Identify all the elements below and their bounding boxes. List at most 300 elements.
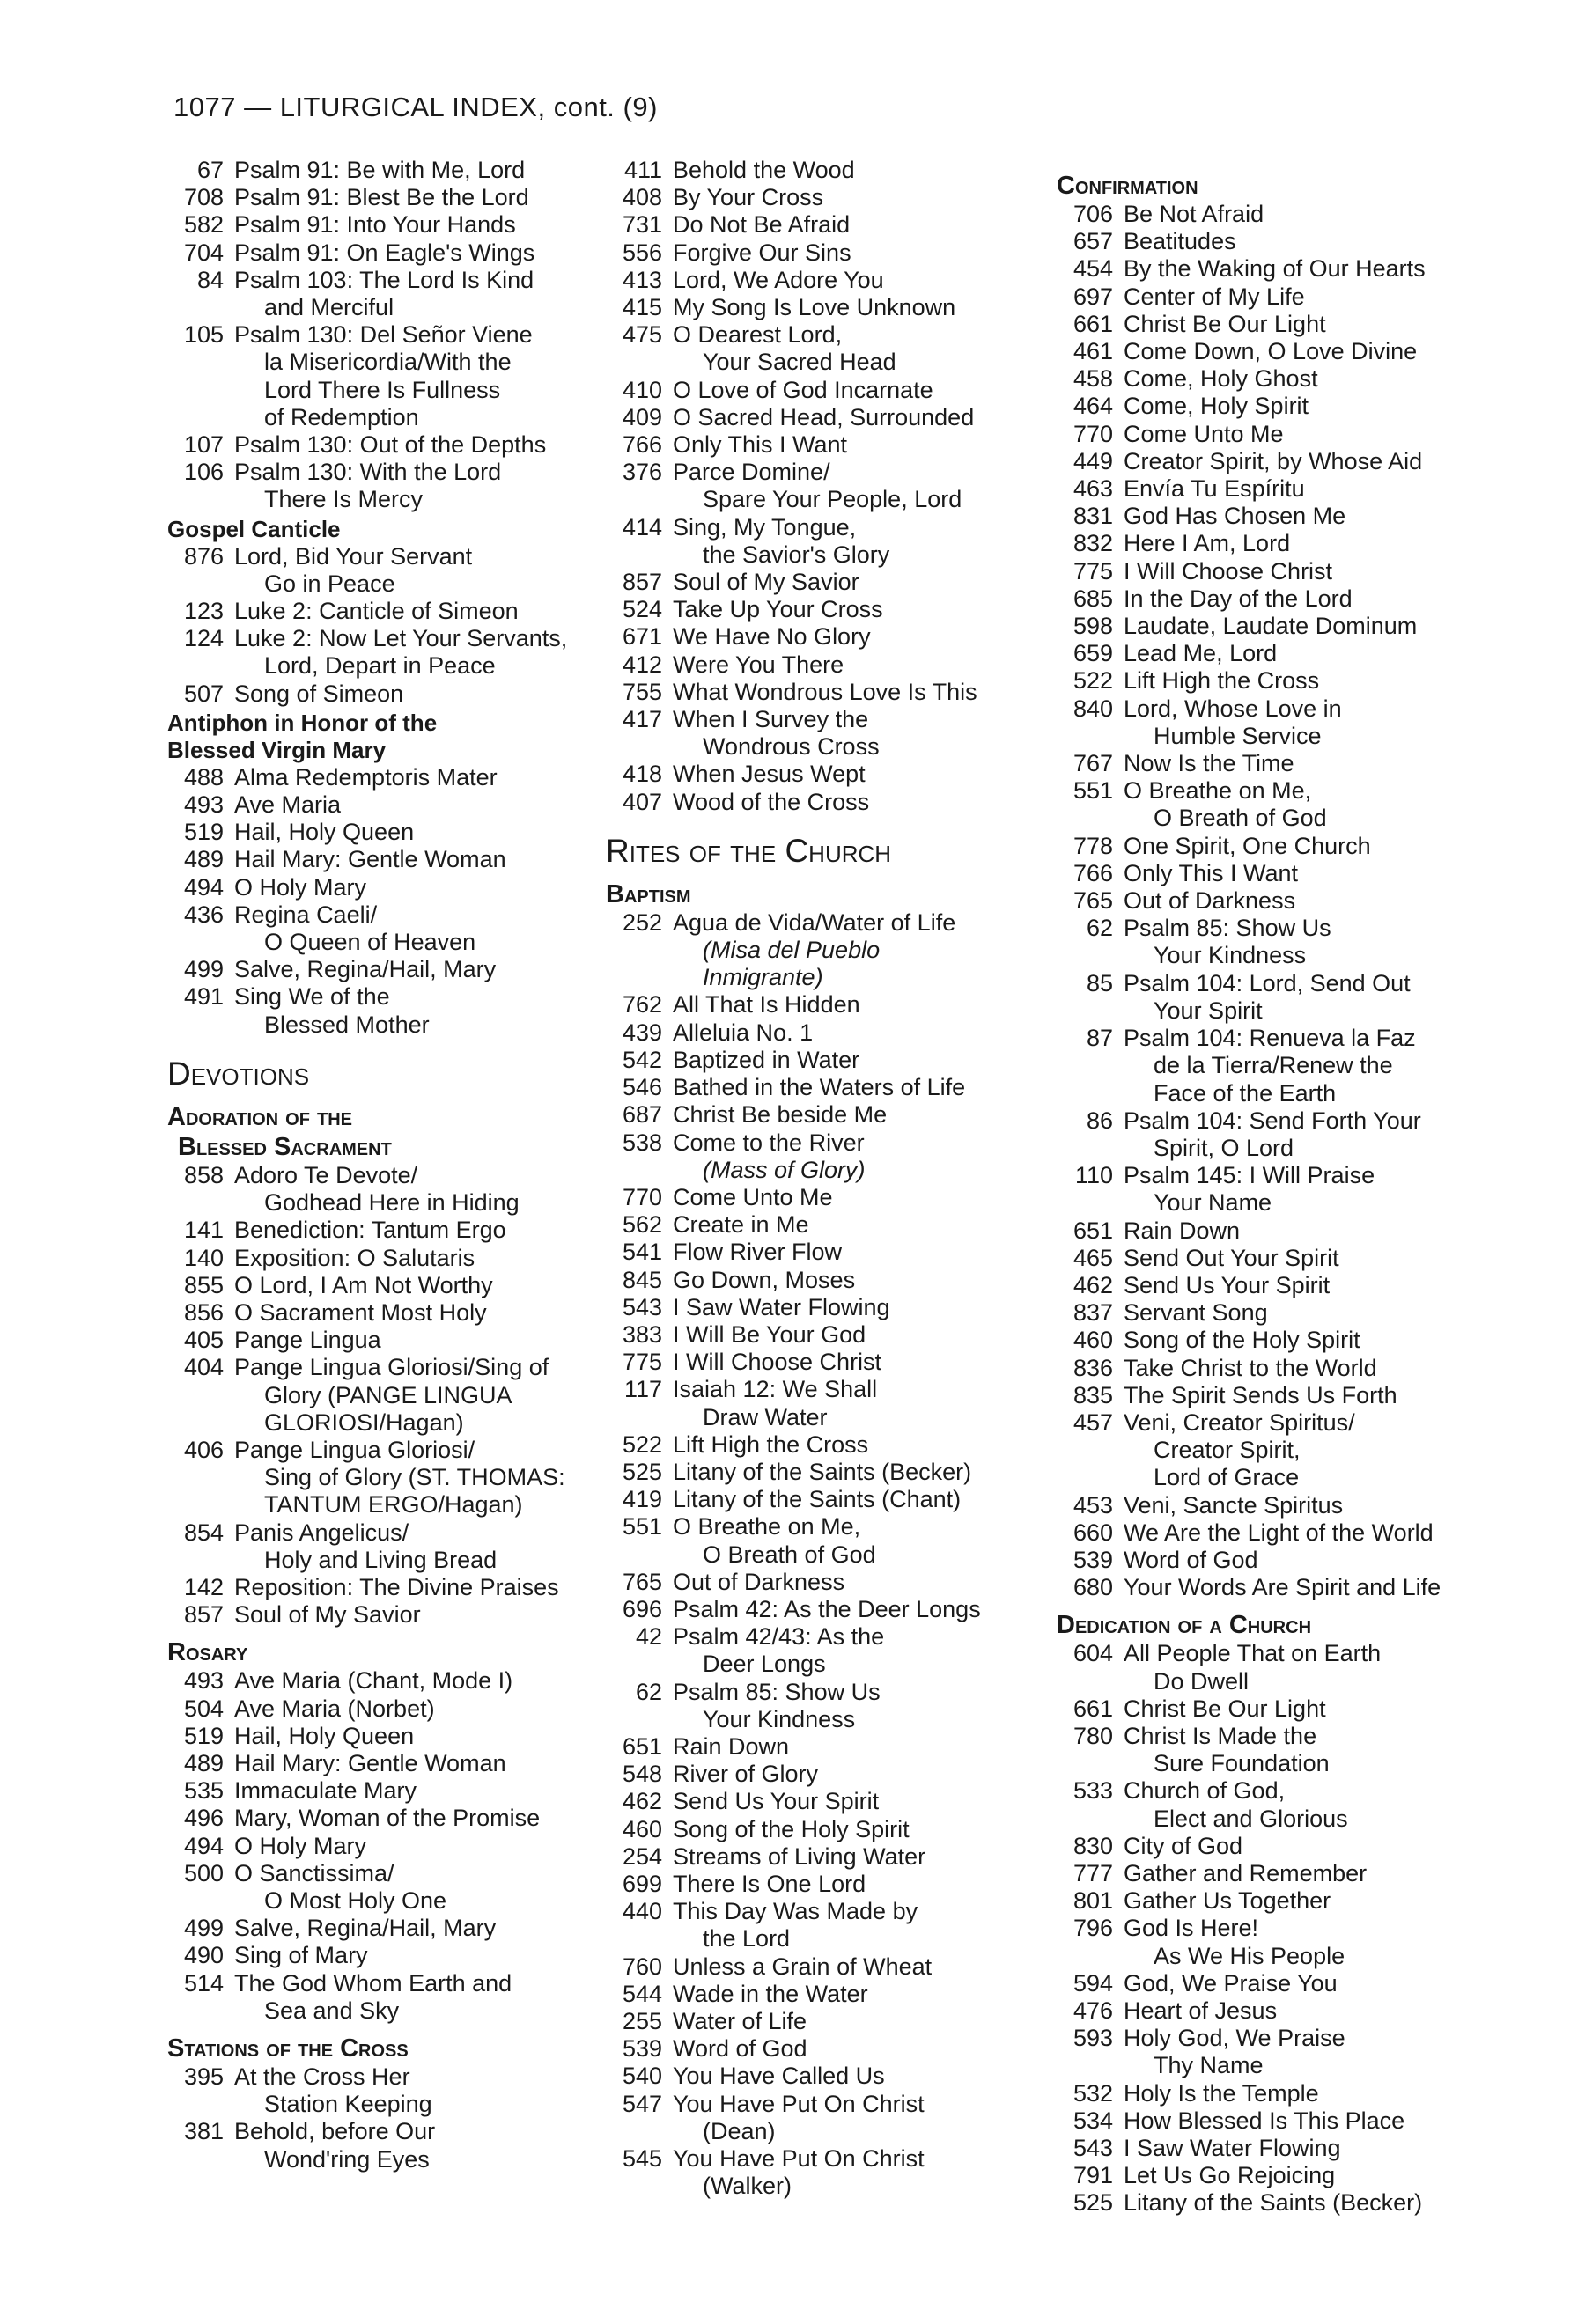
hymn-title [234,321,581,431]
hymn-title-line: Lift High the Cross [1124,667,1320,695]
hymn-title-continuation: Face of the Earth [1154,1079,1337,1107]
hymn-title-line: This Day Was Made by [673,1898,918,1925]
index-entry [1057,970,1550,1025]
hymn-title-line: Gather and Remember [1124,1859,1368,1886]
index-column-2 [606,157,1064,2200]
index-entry [1057,2107,1550,2135]
hymn-title-continuation: de la Tierra/Renew the [1154,1052,1393,1079]
hymn-number: 770 [622,1183,662,1210]
hymn-title-line: Litany of the Saints (Chant) [673,1486,962,1513]
category-heading [167,1102,581,1162]
hymn-title [673,1569,1064,1596]
hymn-title [1124,503,1550,530]
hymn-title [234,819,581,846]
index-entry [1057,311,1550,338]
hymn-number: 535 [183,1777,224,1805]
index-entry [1057,228,1550,255]
hymn-title [234,431,581,459]
hymn-title-line: Creator Spirit, by Whose Aid [1124,447,1423,474]
index-entry [1057,585,1550,613]
hymn-number: 651 [622,1732,662,1760]
hymn-number: 499 [183,956,224,983]
hymn-title-line: Pange Lingua Gloriosi/Sing of [234,1354,549,1381]
hymn-number: 830 [1073,1832,1113,1859]
hymn-title [1124,421,1550,448]
hymn-title [1124,393,1550,420]
hymn-number: 522 [622,1430,662,1458]
index-entry [167,1667,581,1695]
hymn-title-line: Adoro Te Devote/ [234,1161,418,1188]
hymn-title-continuation: Thy Name [1154,2052,1264,2079]
hymn-title [1124,2189,1550,2217]
hymn-number: 582 [183,211,224,239]
index-entry [606,1623,1064,1678]
hymn-title [234,2063,581,2118]
hymn-title-continuation: Spirit, O Lord [1154,1134,1294,1161]
hymn-title-line: Behold the Wood [673,157,855,183]
hymn-number: 500 [183,1859,224,1886]
index-entry [1057,1162,1550,1217]
hymn-title [1124,475,1550,503]
hymn-title [673,789,1064,816]
index-entry [606,1513,1064,1568]
index-entry [606,321,1064,376]
hymn-title-line: At the Cross Her [234,2063,410,2090]
hymn-number: 857 [183,1601,224,1629]
index-entry [1057,558,1550,585]
hymn-number: 685 [1073,585,1113,612]
index-entry [1057,201,1550,228]
hymn-title [673,1898,1064,1953]
hymn-title-line: Go Down, Moses [673,1266,856,1293]
index-entry [606,569,1064,596]
index-entry [606,1431,1064,1459]
index-entry [606,909,1064,992]
hymn-number: 765 [1073,887,1113,915]
hymn-number: 604 [1073,1640,1113,1667]
hymn-title [1124,255,1550,283]
hymn-title-line: Streams of Living Water [673,1842,926,1870]
hymn-number: 845 [622,1266,662,1293]
hymn-title [1124,1355,1550,1382]
index-entry [606,1733,1064,1761]
index-entry [167,680,581,708]
hymn-number: 598 [1073,613,1113,640]
hymn-number: 462 [622,1788,662,1815]
hymn-number: 525 [1073,2189,1113,2217]
hymn-title-continuation: Wondrous Cross [703,733,880,761]
hymn-title [673,1129,1064,1184]
hymn-title [673,623,1064,651]
hymn-title-line: Send Out Your Spirit [1124,1244,1339,1271]
hymn-number: 762 [622,991,662,1019]
index-entry [606,1321,1064,1349]
hymn-number: 533 [1073,1777,1113,1805]
index-entry [606,184,1064,211]
hymn-number: 507 [183,680,224,707]
hymn-title-line: Psalm 103: The Lord Is Kind [234,266,534,293]
hymn-title-continuation: (Walker) [703,2173,792,2200]
hymn-number: 556 [622,239,662,266]
hymn-title-continuation: Do Dwell [1154,1667,1250,1695]
hymn-title [1124,1245,1550,1272]
hymn-title-line: I Will Be Your God [673,1320,866,1348]
index-entry [167,459,581,513]
index-entry [606,1761,1064,1788]
hymn-number: 449 [1073,447,1113,474]
hymn-title-line: Song of the Holy Spirit [1124,1327,1360,1354]
hymn-title-line: Be Not Afraid [1124,201,1264,227]
hymn-title [673,569,1064,596]
hymn-title-line: Luke 2: Now Let Your Servants, [234,625,568,652]
hymn-title-line: Hail Mary: Gentle Woman [234,846,506,873]
hymn-number: 62 [1086,915,1113,942]
section-heading: Devotions [167,1055,310,1092]
hymn-title [1124,1997,1550,2025]
hymn-number: 105 [183,321,224,349]
hymn-title-line: Send Us Your Spirit [673,1788,880,1815]
index-entry [606,1981,1064,2008]
hymn-title-line: Alleluia No. 1 [673,1019,814,1046]
hymn-title [234,1519,581,1574]
index-entry [606,1211,1064,1239]
hymn-title-line: Send Us Your Spirit [1124,1271,1331,1298]
hymn-number: 766 [1073,859,1113,886]
hymn-title-line: Psalm 42: As the Deer Longs [673,1595,981,1622]
hymn-title-line: Laudate, Laudate Dominum [1124,613,1418,640]
index-entry [1057,1887,1550,1915]
index-entry [1057,777,1550,832]
hymn-title-line: Word of God [1124,1546,1258,1573]
hymn-title [1124,2025,1550,2079]
hymn-title [1124,860,1550,887]
hymn-title [234,157,581,184]
hymn-title [1124,777,1550,832]
index-entry [606,1019,1064,1047]
index-entry [606,623,1064,651]
section-heading: Rites of the Church [606,832,892,869]
category-heading-line: Dedication of a Church [1057,1611,1312,1640]
hymn-title [234,1354,581,1437]
hymn-title-continuation: O Queen of Heaven [264,929,476,956]
index-entry [167,239,581,267]
hymn-title [673,1459,1064,1486]
hymn-title-line: You Have Called Us [673,2063,885,2090]
index-entry [606,1679,1064,1733]
hymn-number: 767 [1073,750,1113,777]
hymn-number: 661 [1073,1695,1113,1722]
index-entry [606,2145,1064,2200]
hymn-title [234,1437,581,1519]
hymn-title-line: O Sacrament Most Holy [234,1298,487,1326]
hymn-title-line: When I Survey the [673,706,869,733]
index-entry [1057,667,1550,695]
hymn-number: 62 [635,1678,662,1705]
hymn-title-line: Lord, We Adore You [673,266,884,293]
index-entry [606,1569,1064,1596]
hymn-title-line: Sing, My Tongue, [673,513,857,541]
hymn-title [1124,1162,1550,1217]
index-entry [167,874,581,901]
hymn-title-continuation: Deer Longs [703,1651,826,1678]
hymn-title-line: O Breathe on Me, [1124,777,1312,805]
hymn-title [1124,970,1550,1025]
hymn-number: 499 [183,1915,224,1942]
hymn-number: 410 [622,376,662,403]
hymn-number: 519 [183,819,224,846]
hymn-number: 254 [622,1842,662,1870]
hymn-title [1124,1860,1550,1887]
hymn-title [1124,1695,1550,1723]
index-entry [1057,421,1550,448]
hymn-title-continuation: Your Name [1154,1189,1272,1217]
hymn-title-line: Psalm 42/43: As the [673,1623,885,1651]
hymn-number: 395 [183,2063,224,2090]
index-entry [1057,1299,1550,1327]
hymn-title-continuation: Blessed Mother [264,1011,430,1038]
index-entry [167,184,581,211]
hymn-number: 381 [183,2118,224,2145]
hymn-title-continuation: Spare Your People, Lord [703,486,962,513]
index-entry [606,1074,1064,1101]
hymn-title [673,404,1064,431]
hymn-title-line: Come, Holy Spirit [1124,393,1309,420]
hymn-title [234,791,581,819]
hymn-number: 107 [183,431,224,459]
index-entry [167,1942,581,1969]
hymn-title-line: Heart of Jesus [1124,1997,1278,2024]
hymn-title [1124,558,1550,585]
index-entry [606,1843,1064,1871]
hymn-number: 777 [1073,1859,1113,1886]
hymn-title-line: God Is Here! [1124,1915,1259,1942]
index-entry [167,956,581,983]
index-entry [1057,2080,1550,2107]
hymn-number: 791 [1073,2162,1113,2189]
hymn-title-continuation: O Breath of God [703,1541,876,1568]
index-entry [167,983,581,1038]
hymn-title-continuation: la Misericordia/With the [264,349,512,376]
hymn-title [673,1953,1064,1981]
hymn-title-continuation: (Misa del Pueblo [703,937,881,964]
hymn-title [234,184,581,211]
hymn-title [673,184,1064,211]
hymn-title [673,1981,1064,2008]
hymn-title [673,2145,1064,2200]
hymn-title [234,1217,581,1244]
hymn-title-continuation: As We His People [1154,1942,1345,1969]
category-heading-line: Blessed Sacrament [178,1132,392,1161]
hymn-title-line: Forgive Our Sins [673,239,851,266]
hymn-title-line: By the Waking of Our Hearts [1124,255,1426,283]
hymn-title-line: Holy God, We Praise [1124,2025,1345,2052]
hymn-number: 414 [622,513,662,541]
hymn-title-continuation: (Mass of Glory) [703,1156,866,1183]
hymn-number: 543 [622,1293,662,1320]
hymn-title-line: I Saw Water Flowing [1124,2135,1341,2162]
index-entry [167,2118,581,2173]
hymn-title [1124,283,1550,311]
hymn-title-line: In the Day of the Lord [1124,585,1353,612]
hymn-title-continuation: TANTUM ERGO/Hagan) [264,1491,523,1519]
hymn-title-line: Water of Life [673,2008,807,2034]
category-heading [1057,171,1550,201]
index-entry [167,431,581,459]
hymn-title [673,1679,1064,1733]
index-entry [1057,613,1550,640]
index-entry [1057,448,1550,475]
hymn-title-line: Wood of the Cross [673,788,870,815]
hymn-number: 778 [1073,832,1113,859]
hymn-title-line: Rain Down [673,1732,790,1760]
hymn-title-line: Only This I Want [1124,859,1299,886]
index-entry [606,2035,1064,2063]
hymn-title-line: One Spirit, One Church [1124,832,1371,859]
hymn-title [673,1761,1064,1788]
index-entry [606,211,1064,239]
index-entry [606,294,1064,321]
index-entry [167,1327,581,1354]
index-entry [606,1898,1064,1953]
hymn-number: 488 [183,763,224,791]
hymn-title-line: Church of God, [1124,1777,1286,1805]
index-entry [606,2008,1064,2035]
hymn-title [1124,448,1550,475]
hymn-title [234,680,581,708]
hymn-number: 680 [1073,1574,1113,1601]
hymn-title-line: All People That on Earth [1124,1640,1382,1667]
hymn-title [1124,311,1550,338]
hymn-title [234,956,581,983]
category-heading [1057,1610,1550,1640]
index-entry [606,2063,1064,2090]
hymn-number: 755 [622,678,662,705]
hymn-number: 538 [622,1129,662,1156]
hymn-title-line: Sing of Mary [234,1942,368,1969]
index-entry [1057,1547,1550,1574]
hymn-title-line: Flow River Flow [673,1239,843,1266]
subsection-heading [167,710,581,764]
hymn-title-line: Lord, Bid Your Servant [234,542,473,570]
hymn-title [673,1596,1064,1623]
index-entry [1057,1833,1550,1860]
index-entry [167,1970,581,2025]
hymn-title-line: We Are the Light of the World [1124,1519,1434,1546]
index-entry [1057,860,1550,887]
hymn-number: 84 [196,266,224,293]
hymn-number: 124 [183,625,224,652]
hymn-title-line: Envía Tu Espíritu [1124,475,1305,503]
hymn-number: 411 [623,157,662,183]
hymn-title [234,1805,581,1832]
hymn-title-line: Veni, Creator Spiritus/ [1124,1408,1355,1436]
hymn-title-line: Agua de Vida/Water of Life [673,908,956,936]
hymn-title-line: Benediction: Tantum Ergo [234,1217,506,1244]
hymn-title-line: Wade in the Water [673,1980,868,2007]
hymn-title [234,1245,581,1272]
hymn-title-line: Baptized in Water [673,1046,860,1073]
index-entry [606,1459,1064,1486]
hymn-title-line: City of God [1124,1832,1243,1859]
hymn-number: 770 [1073,420,1113,447]
hymn-title [673,1211,1064,1239]
hymn-title [1124,1723,1550,1777]
index-entry [606,679,1064,706]
hymn-title [1124,1492,1550,1519]
index-entry [1057,640,1550,667]
index-entry [167,157,581,184]
category-heading [606,879,1064,909]
hymn-number: 594 [1073,1969,1113,1997]
hymn-title-continuation: Godhead Here in Hiding [264,1189,520,1217]
hymn-title [1124,1574,1550,1601]
hymn-number: 534 [1073,2107,1113,2134]
hymn-title-line: Psalm 130: With the Lord [234,459,502,486]
hymn-title [234,983,581,1038]
hymn-title [1124,1640,1550,1695]
hymn-number: 696 [622,1595,662,1622]
hymn-number: 42 [635,1623,662,1651]
hymn-title [234,267,581,321]
hymn-title [673,1184,1064,1211]
index-entry [1057,833,1550,860]
hymn-title [1124,201,1550,228]
hymn-title [1124,1382,1550,1409]
hymn-title-line: How Blessed Is This Place [1124,2107,1405,2134]
index-entry [167,211,581,239]
hymn-number: 461 [1073,338,1113,365]
hymn-number: 541 [622,1239,662,1266]
hymn-title-continuation: Lord of Grace [1154,1464,1300,1491]
hymn-number: 657 [1073,228,1113,255]
index-entry [1057,1777,1550,1832]
hymn-number: 494 [183,1832,224,1859]
hymn-number: 489 [183,846,224,873]
hymn-number: 110 [1074,1162,1113,1189]
hymn-title-line: God Has Chosen Me [1124,503,1346,530]
hymn-title [1124,1777,1550,1832]
hymn-title [1124,1299,1550,1327]
hymn-title-line: I Will Choose Christ [673,1349,882,1376]
index-entry [606,1047,1064,1074]
hymn-title-continuation: O Breath of God [1154,805,1327,832]
hymn-title [673,706,1064,761]
hymn-title-line: Soul of My Savior [673,569,859,596]
index-entry [606,1267,1064,1294]
hymn-number: 496 [183,1805,224,1832]
hymn-title-line: Psalm 91: On Eagle's Wings [234,239,535,266]
hymn-title [234,598,581,625]
hymn-title-line: Only This I Want [673,431,848,459]
hymn-title-line: Isaiah 12: We Shall [673,1376,878,1403]
hymn-title [673,377,1064,404]
hymn-number: 489 [183,1749,224,1776]
index-entry [167,598,581,625]
hymn-title-continuation: (Dean) [703,2117,776,2144]
hymn-title [673,1239,1064,1266]
hymn-number: 704 [183,239,224,266]
hymn-title-line: Come Unto Me [1124,420,1284,447]
hymn-title-line: Parce Domine/ [673,459,830,486]
index-entry [606,1486,1064,1513]
hymn-title [1124,1887,1550,1915]
hymn-number: 837 [1073,1299,1113,1327]
hymn-title-line: What Wondrous Love Is This [673,678,977,705]
hymn-title [673,2063,1064,2090]
index-entry [1057,1640,1550,1695]
hymn-number: 418 [622,761,662,788]
index-entry [167,1805,581,1832]
